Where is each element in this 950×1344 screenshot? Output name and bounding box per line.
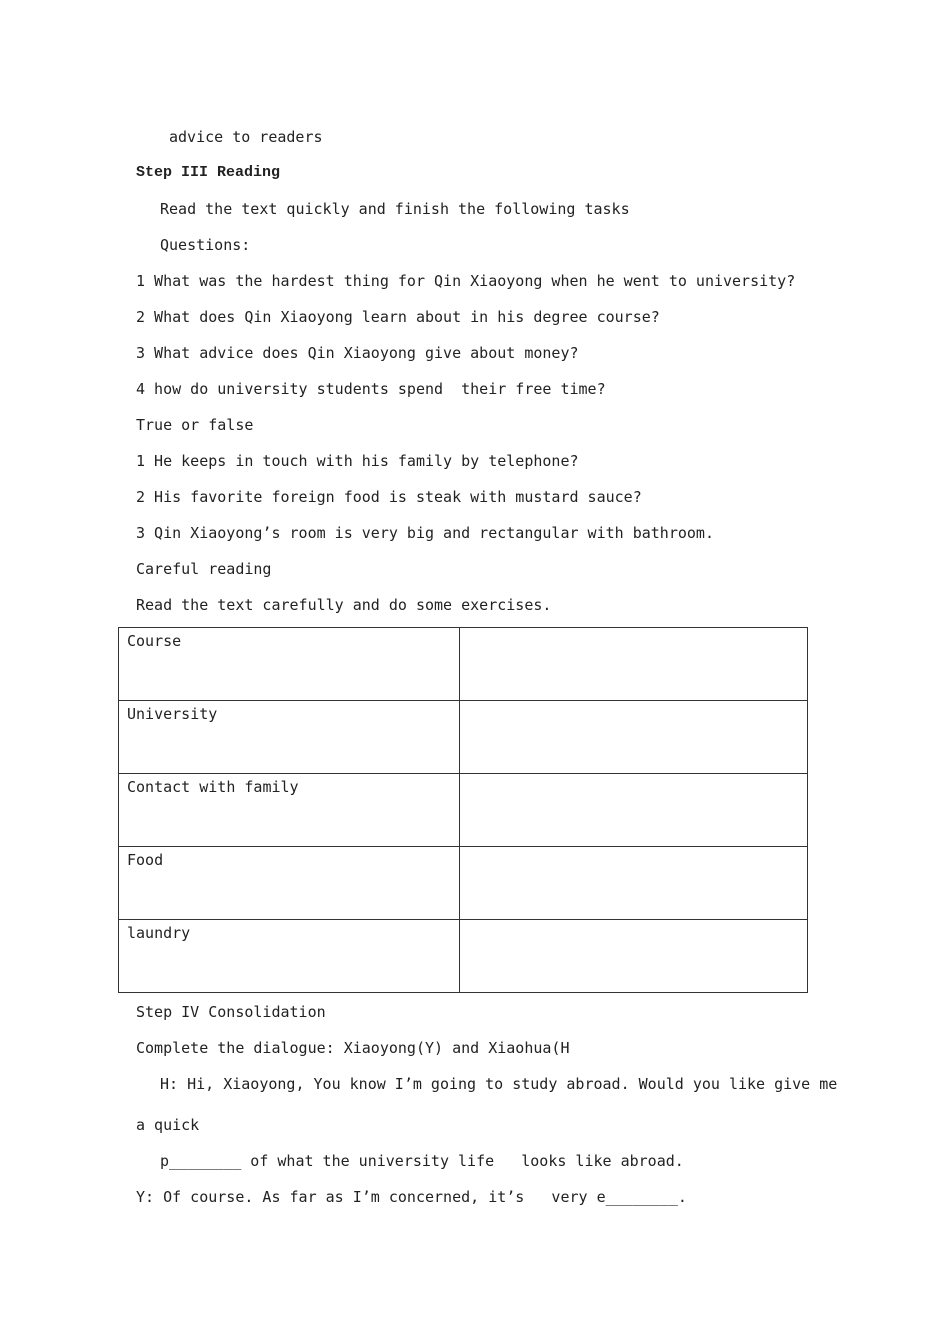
question-2: 2 What does Qin Xiaoyong learn about in his degree course? — [136, 308, 660, 326]
dialogue-y-1: Y: Of course. As far as I’m concerned, it’s very e________. — [136, 1188, 687, 1206]
table-row — [119, 847, 808, 920]
heading-step-3: Step III Reading — [136, 164, 281, 181]
true-false-1: 1 He keeps in touch with his family by telephone? — [136, 452, 579, 470]
exercise-table — [118, 627, 808, 993]
table-row — [119, 628, 808, 701]
table-row — [119, 774, 808, 847]
heading-step-4: Step IV Consolidation — [136, 1003, 326, 1021]
dialogue-h-2: p________ of what the university life looks like abroad. — [160, 1152, 684, 1170]
table-cell-answer[interactable] — [460, 920, 808, 993]
table-cell-label: Contact with family — [119, 774, 460, 847]
question-3: 3 What advice does Qin Xiaoyong give about money? — [136, 344, 579, 362]
dialogue-h-1: H: Hi, Xiaoyong, You know I’m going to study abroad. Would you like give me — [160, 1075, 838, 1093]
true-false-3: 3 Qin Xiaoyong’s room is very big and rectangular with bathroom. — [136, 524, 714, 542]
table-cell-answer[interactable] — [460, 847, 808, 920]
table-row — [119, 701, 808, 774]
true-false-2: 2 His favorite foreign food is steak with mustard sauce? — [136, 488, 642, 506]
table-cell-label: Food — [119, 847, 460, 920]
careful-reading-label: Careful reading — [136, 560, 272, 578]
table-cell-label: University — [119, 701, 460, 774]
text-line-advice: advice to readers — [169, 128, 323, 146]
question-4: 4 how do university students spend their free time? — [136, 380, 606, 398]
table-cell-answer[interactable] — [460, 774, 808, 847]
table-row — [119, 920, 808, 993]
questions-label: Questions: — [160, 236, 251, 254]
table-cell-answer[interactable] — [460, 701, 808, 774]
table-cell-label: Course — [119, 628, 460, 701]
table-cell-label: laundry — [119, 920, 460, 993]
dialogue-h-1-cont: a quick — [136, 1116, 200, 1134]
instruction-careful-read: Read the text carefully and do some exercises. — [136, 596, 552, 614]
question-1: 1 What was the hardest thing for Qin Xiaoyong when he went to university? — [136, 272, 796, 290]
instruction-dialogue: Complete the dialogue: Xiaoyong(Y) and Xiaohua(H — [136, 1039, 570, 1057]
table-cell-answer[interactable] — [460, 628, 808, 701]
true-false-label: True or false — [136, 416, 254, 434]
instruction-quick-read: Read the text quickly and finish the following tasks — [160, 200, 630, 218]
